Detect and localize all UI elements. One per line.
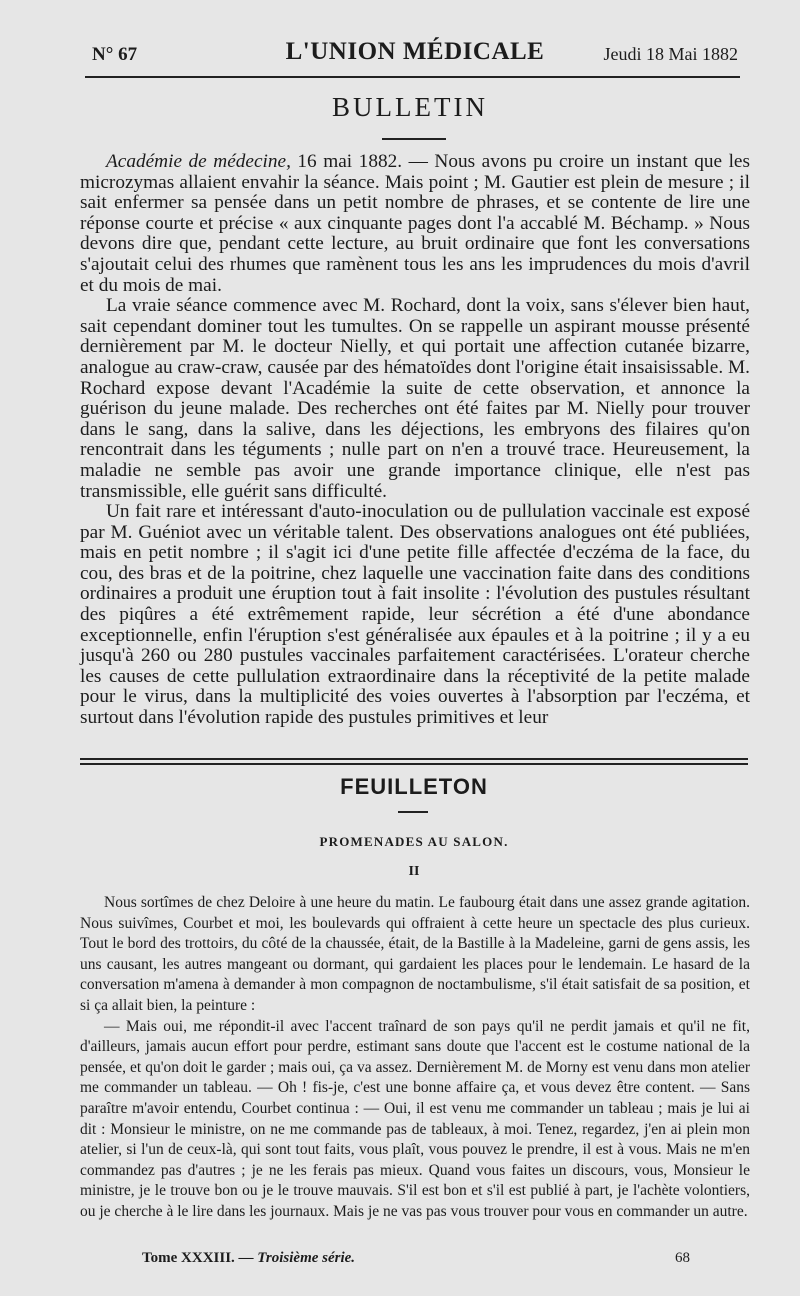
header-rule	[85, 76, 740, 78]
section-rule	[80, 758, 748, 760]
feuilleton-subtitle: PROMENADES AU SALON.	[319, 834, 509, 849]
bulletin-paragraph: La vraie séance commence avec M. Rochard, dont la voix, sans s'élever bien haut, sait cependant dominer tout les tumultes. On se rappelle un aspirant mousse présenté dernièrement par M. le docteur Nielly, et qui portait une affection cutanée bizarre, analogue au craw-craw, causée par des hématoïdes dont l'origine était insaisissable. M. Rochard expose devant l'Académie la suite de cette observation, et annonce la guérison du jeune malade. Des recherches ont été faites par M. Nielly pour trouver dans le sang, dans la salive, dans les déjections, les embryons des filaires qu'on rencontrait dans les téguments ; nulle part on n'en a trouvé trace. Heureusement, la maladie ne semble pas avoir une grande importance clinique, elle n'est pas transmissible, elle guérit sans difficulté.	[80, 295, 750, 502]
feuilleton-part: II	[408, 864, 420, 879]
page-number: 68	[675, 1250, 690, 1266]
feuilleton-body	[80, 893, 750, 1223]
feuilleton-divider	[398, 811, 428, 813]
feuilleton-paragraph: — Mais oui, me répondit-il avec l'accent traînard de son pays qu'il ne perdit jamais et qu'il ne fit, d'ailleurs, jamais aucun effort pour perdre, estimant sans doute que l'accent est le costume national de la pensée, et qu'on doit le garder ; mais oui, ça va assez. Dernièrement M. de Morny est venu dans mon atelier me commander un tableau. — Oh ! fis-je, c'est une bonne affaire ça, et vous devez être content. — Sans paraître m'avoir entendu, Courbet continua : — Oui, il est venu me commander un tableau ; mais je lui ai dit : Monsieur le ministre, on ne me commande pas de tableaux, à moi. Tenez, regardez, j'en ai plein mon atelier, si l'un de ceux-là, qui sont tout faits, vous plaît, vous pouvez le prendre, il est à vous. Mais ne m'en commandez pas d'autres ; je ne les ferais pas mieux. Quand vous faites un discours, vous, Monsieur le ministre, je le trouve bon ou je le trouve mauvais. S'il est bon et s'il est publié à part, je l'achète volontiers, ou je cherche à le lire dans les journaux. Mais je ne vas pas vous trouver pour vous en commander un autre.	[80, 1017, 750, 1220]
volume-info: Tome XXXIII. — Troisième série.	[142, 1250, 356, 1266]
feuilleton-paragraph: Nous sortîmes de chez Deloire à une heure du matin. Le faubourg était dans une assez grande agitation. Nous suivîmes, Courbet et moi, les boulevards qui offraient à cette heure un spectacle des plus curieux. Tout le bord des trottoirs, du côté de la chaussée, était, de la Bastille à la Madeleine, garni de gens assis, les uns causant, les autres mangeant ou dormant, qui gardaient les places pour le lendemain. Le hasard de la conversation m'amena à demander à mon compagnon de noctambulisme, s'il était satisfait de sa position, et si ça allait bien, la peinture :	[80, 894, 750, 1014]
issue-number: N° 67	[92, 44, 138, 65]
bulletin-paragraph: Un fait rare et intéressant d'auto-inoculation ou de pullulation vaccinale est exposé par M. Guéniot avec un véritable talent. Des observations analogues ont été publiées, mais en petit nombre ; il s'agit ici d'une petite fille affectée d'eczéma de la face, du cou, des bras et de la poitrine, chez laquelle une vaccination faite dans des conditions ordinaires a produit une éruption tout à fait insolite : l'évolution des pustules résultant des piqûres a été extrêmement rapide, leur sécrétion a été d'une abondance exceptionnelle, enfin l'éruption s'est généralisée aux épaules et à la poitrine ; il y a eu jusqu'à 260 ou 280 pustules vaccinales parfaitement caractérisées. L'orateur cherche les causes de cette pullulation extraordinaire dans la réceptivité de la petite malade pour le virus, dans la multiplicité des voies ouvertes à l'absorption par l'eczéma, et surtout dans l'évolution rapide des pustules primitives et leur	[80, 501, 750, 729]
journal-title: L'UNION MÉDICALE	[285, 38, 545, 65]
bulletin-body	[80, 152, 750, 729]
academie-heading: Académie de médecine,	[106, 151, 291, 172]
bulletin-title: BULLETIN	[332, 92, 488, 122]
feuilleton-title: FEUILLETON	[340, 774, 488, 799]
bulletin-paragraph: Académie de médecine, 16 mai 1882. — Nous avons pu croire un instant que les microzymas allaient envahir la séance. Mais point ; M. Gautier est plein de mesure ; il sait enfermer sa pensée dans un petit nombre de phrases, et se contente de lire une réponse courte et précise « aux cinquante pages dont l'a accablé M. Béchamp. » Nous devons dire que, pendant cette lecture, au bruit ordinaire que font les conversations s'ajoutait celui des rhumes que ramènent tous les ans les imprudences du mois d'avril et du mois de mai.	[80, 151, 750, 296]
bulletin-divider	[382, 138, 446, 140]
page-footer	[80, 1250, 690, 1270]
issue-date: Jeudi 18 Mai 1882	[603, 44, 738, 64]
page-header	[92, 38, 738, 74]
section-rule	[80, 763, 748, 765]
